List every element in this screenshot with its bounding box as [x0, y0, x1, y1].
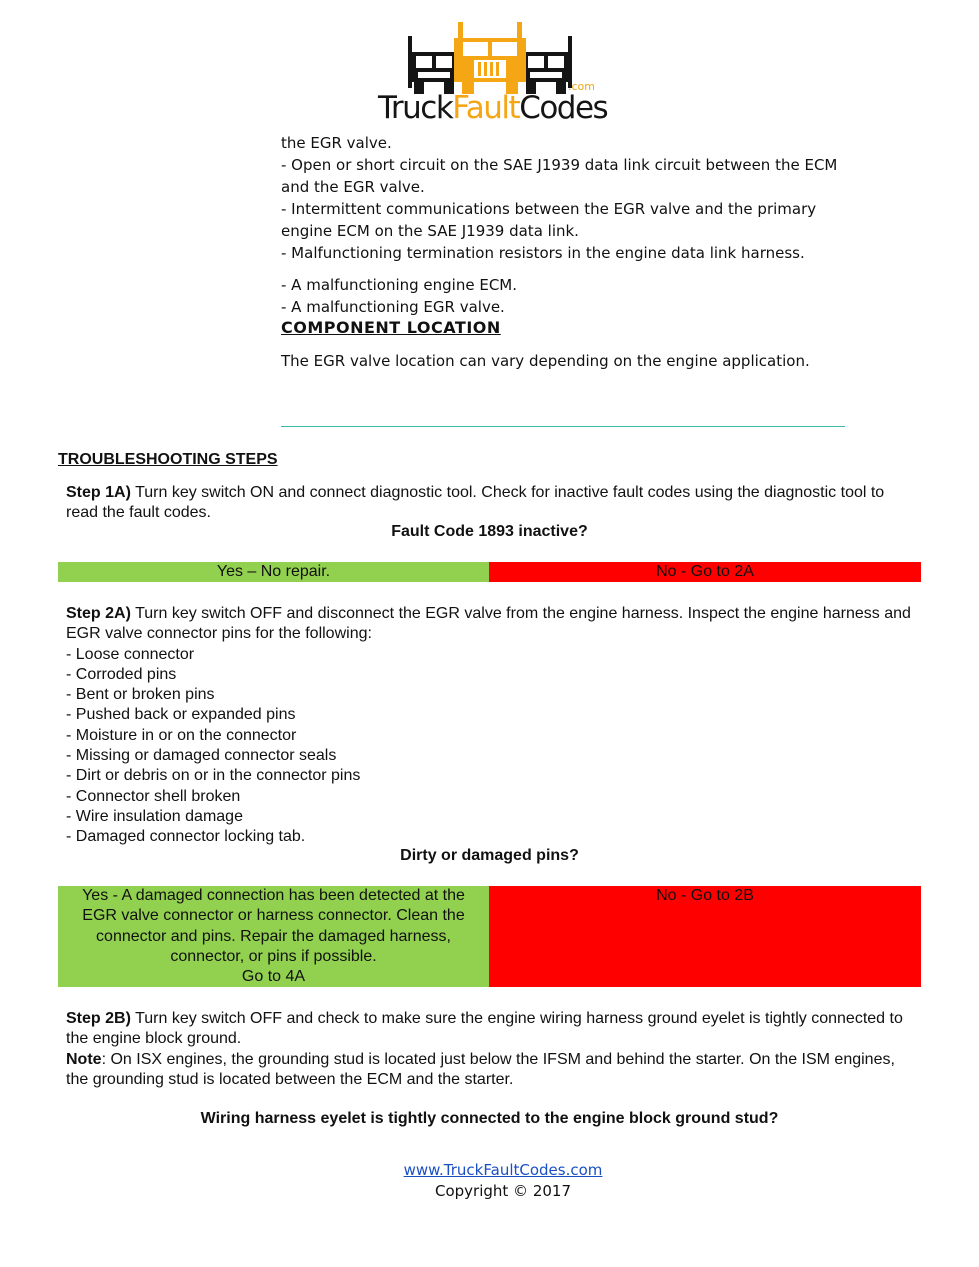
step-1a-label: Step 1A) — [66, 484, 131, 501]
inspection-item: - Bent or broken pins — [66, 686, 215, 704]
cause-item: - A malfunctioning engine ECM. — [281, 276, 518, 294]
component-location-heading: COMPONENT LOCATION — [281, 318, 501, 337]
step-2a-label: Step 2A) — [66, 605, 131, 622]
cause-item: - Malfunctioning termination resistors in the engine data link harness. — [281, 244, 805, 262]
component-location-text: The EGR valve location can vary depending on the engine application. — [281, 352, 810, 370]
causes-list — [281, 132, 851, 318]
inspection-item: - Damaged connector locking tab. — [66, 828, 306, 846]
logo-word-truck: Truck — [378, 90, 453, 126]
step-2a-no: No - Go to 2B — [489, 886, 921, 987]
cause-item: the EGR valve. — [281, 134, 392, 152]
inspection-item: - Corroded pins — [66, 665, 177, 683]
inspection-item: - Pushed back or expanded pins — [66, 706, 296, 724]
inspection-item: - Wire insulation damage — [66, 807, 243, 825]
step-1a-question: Fault Code 1893 inactive? — [391, 523, 588, 540]
step-1a-text: Turn key switch ON and connect diagnostic tool. Check for inactive fault codes using the diagnostic tool to read the fault codes. — [66, 484, 885, 522]
inspection-item: - Connector shell broken — [66, 787, 241, 805]
step-2b-label: Step 2B) — [66, 1010, 131, 1027]
step-2a-question: Dirty or damaged pins? — [400, 847, 579, 864]
cause-item: - Intermittent communications between the EGR valve and the primary engine ECM on the SAE J1939 data link. — [281, 200, 817, 240]
inspection-item: - Loose connector — [66, 645, 195, 663]
logo-wordmark — [378, 90, 608, 126]
step-2b-question: Wiring harness eyelet is tightly connected to the engine block ground stud? — [200, 1110, 779, 1127]
step-1a-decision — [58, 562, 921, 582]
troubleshooting-heading: TROUBLESHOOTING STEPS — [58, 451, 278, 468]
step-1a-no: No - Go to 2A — [489, 562, 921, 582]
step-2b — [66, 1009, 916, 1090]
step-2a-text: Turn key switch OFF and disconnect the EGR valve from the engine harness. Inspect the engine harness and EGR valve connector pins for the following: — [66, 605, 911, 643]
step-2a-decision — [58, 886, 921, 987]
inspection-item: - Dirt or debris on or in the connector pins — [66, 767, 361, 785]
inspection-list — [66, 645, 916, 848]
cause-item: - Open or short circuit on the SAE J1939 data link circuit between the ECM and the EGR valve. — [281, 156, 838, 196]
step-2a-yes-goto: Go to 4A — [241, 968, 306, 986]
truckfaultcodes-logo — [378, 18, 608, 130]
logo-word-fault: Fault — [452, 90, 520, 126]
step-2b-text: Turn key switch OFF and check to make sure the engine wiring harness ground eyelet is tightly connected to the engine block ground. — [66, 1010, 903, 1048]
step-2b-note-text: : On ISX engines, the grounding stud is located just below the IFSM and behind the starter. On the ISM engines, the grounding stud is located between the ECM and the starter. — [66, 1050, 895, 1088]
inspection-item: - Missing or damaged connector seals — [66, 747, 337, 765]
step-2a — [66, 604, 916, 848]
footer-website-link[interactable]: www.TruckFaultCodes.com — [403, 1161, 603, 1179]
section-divider — [281, 426, 845, 427]
footer-copyright: Copyright © 2017 — [434, 1182, 571, 1200]
step-2a-yes-text: Yes - A damaged connection has been detected at the EGR valve connector or harness connector. Clean the connector and pins. Repair the damaged harness, connector, or pins if possible. — [82, 887, 465, 965]
inspection-item: - Moisture in or on the connector — [66, 726, 297, 744]
logo-com-text: .com — [568, 80, 595, 93]
step-1a — [66, 483, 916, 524]
step-2b-note-label: Note — [66, 1050, 102, 1068]
cause-item: - A malfunctioning EGR valve. — [281, 298, 505, 316]
step-1a-yes: Yes – No repair. — [58, 562, 489, 582]
logo-word-codes: Codes — [519, 90, 608, 126]
step-2a-yes — [58, 886, 489, 987]
